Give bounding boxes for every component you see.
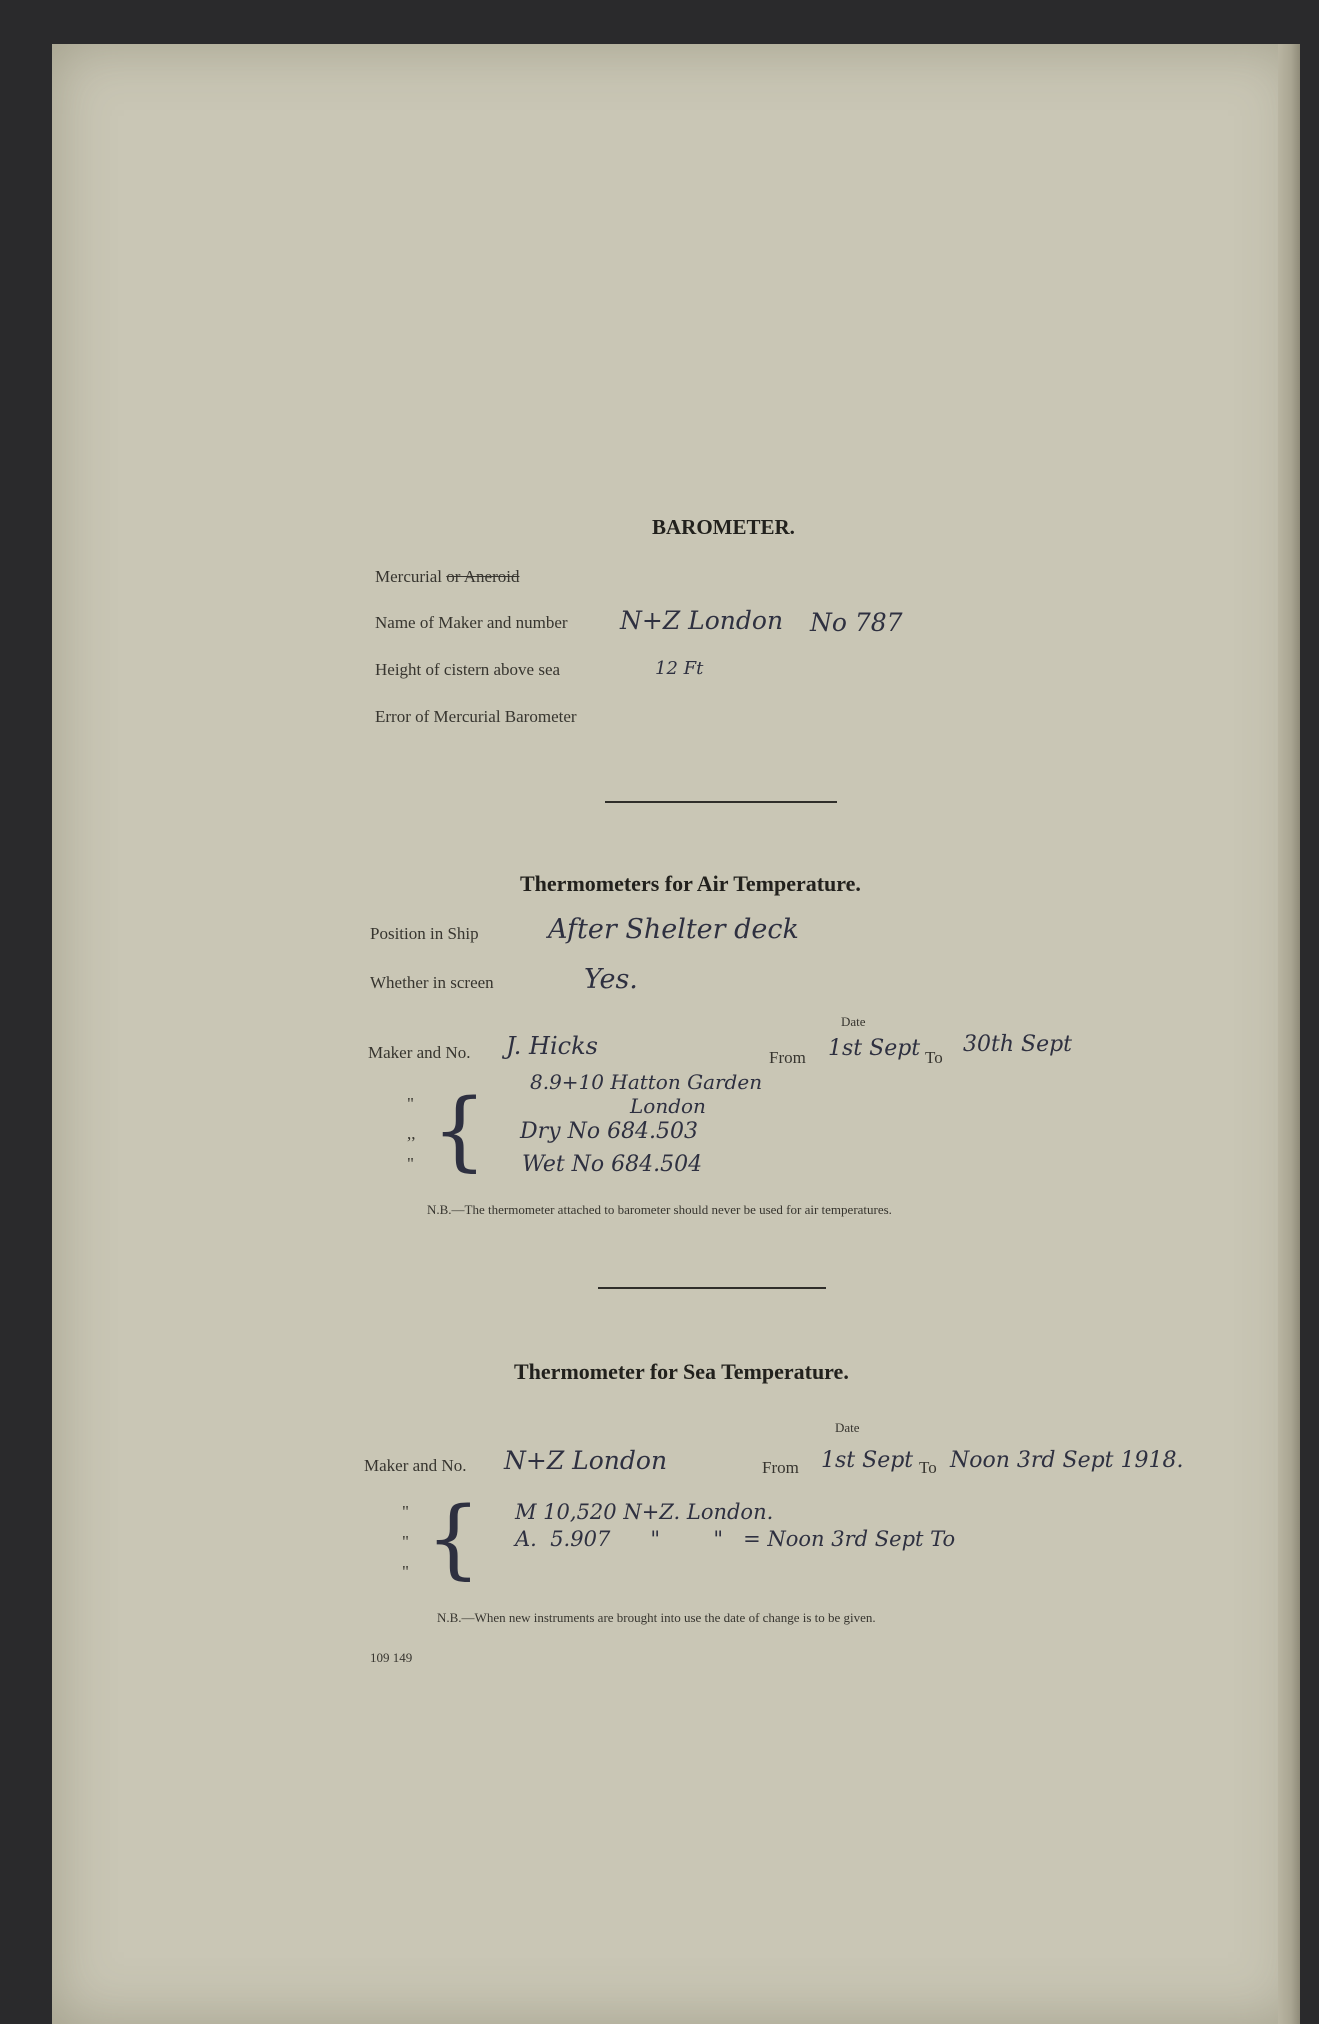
- section-divider: [598, 1287, 826, 1289]
- sea-from-value: 1st Sept: [821, 1448, 914, 1473]
- ditto-mark: ": [402, 1562, 409, 1581]
- sea-to-label: To: [919, 1458, 937, 1477]
- air-maker-value: J. Hicks: [506, 1032, 598, 1060]
- barometer-maker-value: N+Z London: [620, 606, 784, 635]
- sea-to-value: Noon 3rd Sept 1918.: [950, 1448, 1184, 1473]
- air-to-label: To: [925, 1048, 943, 1067]
- air-from-value: 1st Sept: [828, 1036, 921, 1061]
- air-maker-address: 8.9+10 Hatton Garden: [530, 1070, 763, 1094]
- aneroid-struck-text: or Aneroid: [446, 567, 520, 586]
- ditto-mark: ,,: [407, 1124, 416, 1143]
- screen-label: Whether in screen: [370, 973, 494, 992]
- barometer-error-label: Error of Mercurial Barometer: [375, 707, 577, 726]
- mercurial-text: Mercurial: [375, 567, 443, 586]
- ditto-mark: ": [402, 1502, 409, 1521]
- section-divider: [605, 801, 837, 803]
- brace-icon: {: [432, 1081, 487, 1181]
- form-code: 109 149: [370, 1650, 413, 1665]
- air-date-label: Date: [841, 1014, 866, 1029]
- ship-position-label: Position in Ship: [370, 924, 479, 943]
- air-maker-label: Maker and No.: [368, 1043, 471, 1062]
- air-maker-city: London: [630, 1094, 706, 1118]
- barometer-maker-label: Name of Maker and number: [375, 613, 568, 632]
- page-spine-edge: [1278, 44, 1300, 2024]
- sea-date-label: Date: [835, 1420, 860, 1435]
- cistern-height-value: 12 Ft: [655, 658, 704, 679]
- air-note: N.B.—The thermometer attached to barometer should never be used for air temperatures.: [427, 1202, 892, 1217]
- sea-thermometer-line-2: A. 5.907 " " = Noon 3rd Sept To: [515, 1527, 956, 1551]
- cistern-height-label: Height of cistern above sea: [375, 660, 561, 679]
- document-page: [52, 44, 1300, 2024]
- brace-icon: {: [426, 1489, 481, 1589]
- barometer-title: BAROMETER.: [652, 515, 795, 539]
- sea-maker-label: Maker and No.: [364, 1456, 467, 1475]
- ditto-mark: ": [407, 1154, 414, 1173]
- air-to-value: 30th Sept: [963, 1032, 1073, 1057]
- sea-thermometer-line-1: M 10,520 N+Z. London.: [515, 1500, 774, 1524]
- wet-thermometer: Wet No 684.504: [522, 1152, 703, 1177]
- air-thermometers-title: Thermometers for Air Temperature.: [520, 871, 861, 896]
- dry-thermometer: Dry No 684.503: [520, 1119, 699, 1144]
- sea-thermometer-title: Thermometer for Sea Temperature.: [514, 1359, 849, 1384]
- screen-value: Yes.: [584, 964, 638, 995]
- mercurial-label: [375, 567, 519, 587]
- ditto-mark: ": [407, 1094, 414, 1113]
- barometer-maker-number: No 787: [810, 608, 903, 637]
- sea-from-label: From: [762, 1458, 799, 1477]
- sea-maker-value: N+Z London: [504, 1446, 668, 1475]
- sea-note: N.B.—When new instruments are brought into use the date of change is to be given.: [437, 1610, 876, 1625]
- air-from-label: From: [769, 1048, 806, 1067]
- ditto-mark: ": [402, 1532, 409, 1551]
- ship-position-value: After Shelter deck: [548, 914, 799, 945]
